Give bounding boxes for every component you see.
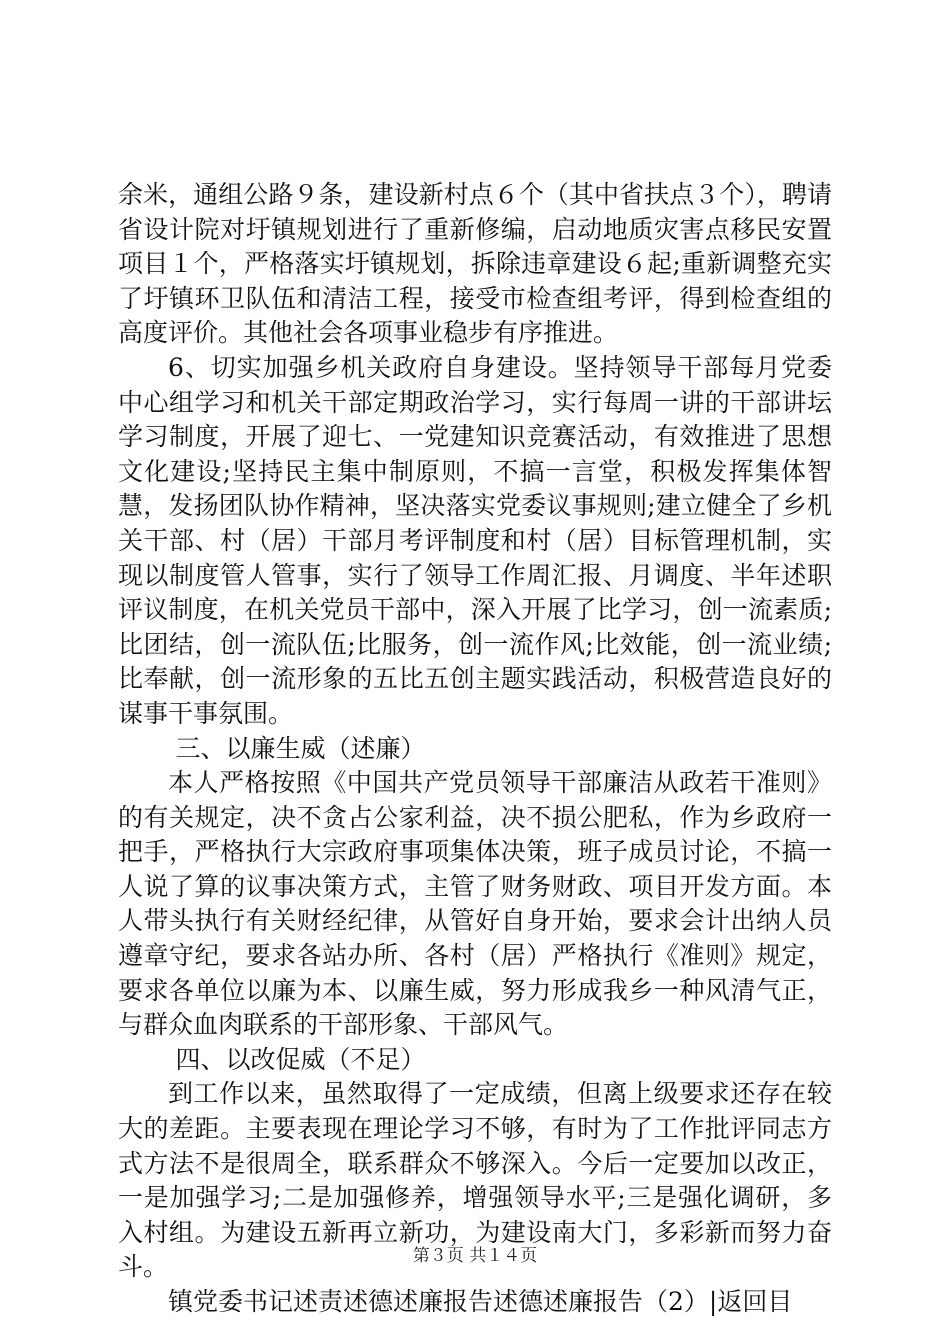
page-number-footer: 第３页 共１４页 <box>412 1246 538 1266</box>
heading-section-4: 四、以改促威（不足） <box>175 1044 426 1074</box>
paragraph-continuation: 余米，通组公路９条，建设新村点６个（其中省扶点３个），聘请省设计院对圩镇规划进行了重新修编，启动地质灾害点移民安置项目１个，严格落实圩镇规划，拆除违章建设６起;重新调整充实了圩镇环卫队伍和清洁工程，接受市检查组考评，得到检查组的高度评价。其他社会各项事业稳步有序推进。 <box>118 180 832 348</box>
document-body <box>118 178 832 1320</box>
paragraph-integrity: 本人严格按照《中国共产党员领导干部廉洁从政若干准则》的有关规定，决不贪占公家利益，决不损公肥私，作为乡政府一把手，严格执行大宗政府事项集体决策，班子成员讨论，不搞一人说了算的议事决策方式，主管了财务财政、项目开发方面。本人带头执行有关财经纪律，从管好自身开始，要求会计出纳人员遵章守纪，要求各站办所、各村（居）严格执行《准则》规定，要求各单位以廉为本、以廉生威，努力形成我乡一种风清气正，与群众血肉联系的干部形象、干部风气。 <box>118 768 832 1040</box>
paragraph-section-6: 6、切实加强乡机关政府自身建设。坚持领导干部每月党委中心组学习和机关干部定期政治学习，实行每周一讲的干部讲坛学习制度，开展了迎七、一党建知识竞赛活动，有效推进了思想文化建设;坚持民主集中制原则，不搞一言堂，积极发挥集体智慧，发扬团队协作精神，坚决落实党委议事规则;建立健全了乡机关干部、村（居）干部月考评制度和村（居）目标管理机制，实现以制度管人管事，实行了领导工作周汇报、月调度、半年述职评议制度，在机关党员干部中，深入开展了比学习，创一流素质;比团结，创一流队伍;比服务，创一流作风;比效能，创一流业绩;比奉献，创一流形象的五比五创主题实践活动，积极营造良好的谋事干事氛围。 <box>118 352 832 728</box>
heading-section-3: 三、以廉生威（述廉） <box>175 733 426 763</box>
paragraph-shortcomings: 到工作以来，虽然取得了一定成绩，但离上级要求还存在较大的差距。主要表现在理论学习不够，有时为了工作批评同志方式方法不是很周全，联系群众不够深入。今后一定要加以改正，一是加强学习;二是加强修养，增强领导水平;三是强化调研，多入村组。为建设五新再立新功，为建设南大门，多彩新而努力奋斗。 <box>118 1079 832 1282</box>
return-toc-link[interactable]: 镇党委书记述责述德述廉报告述德述廉报告（2）|返回目 <box>168 1287 793 1316</box>
